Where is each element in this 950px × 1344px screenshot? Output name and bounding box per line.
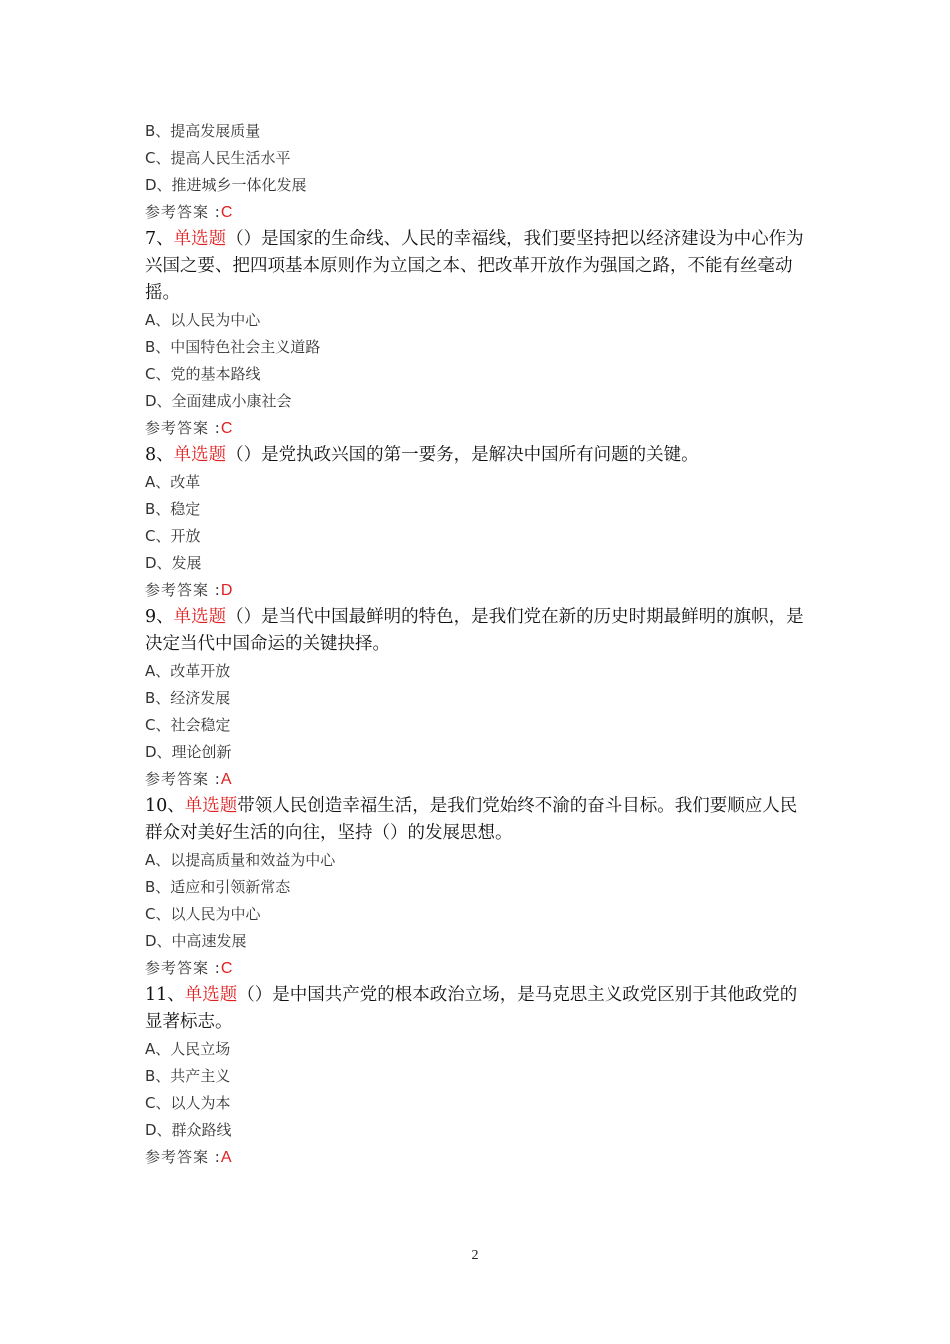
question-type: 单选题 (184, 796, 238, 816)
option-b: B、提高发展质量 (145, 122, 261, 140)
question-number: 10、 (145, 796, 185, 816)
answer-label: 参考答案 : (145, 770, 221, 788)
question-type: 单选题 (184, 985, 238, 1005)
question-8 (145, 442, 810, 604)
answer-line (145, 199, 810, 226)
answer-value: C (220, 204, 233, 221)
answer-label: 参考答案 : (145, 203, 221, 221)
question-stem (145, 793, 810, 847)
option-c: C、提高人民生活水平 (145, 149, 291, 167)
answer-value: A (220, 771, 232, 788)
question-9 (145, 604, 810, 793)
option-b: B、适应和引领新常态 (145, 878, 291, 896)
option-a: A、以提高质量和效益为中心 (145, 851, 336, 869)
option-d: D、中高速发展 (145, 932, 247, 950)
option-b: B、稳定 (145, 500, 201, 518)
option-c: C、党的基本路线 (145, 365, 261, 383)
question-text: （）是当代中国最鲜明的特色，是我们党在新的历史时期最鲜明的旗帜，是决定当代中国命运的关键抉择。 (145, 607, 804, 654)
option-c: C、以人为本 (145, 1094, 231, 1112)
answer-line (145, 1144, 810, 1171)
option-a: A、人民立场 (145, 1040, 231, 1058)
answer-line (145, 955, 810, 982)
question-text: （）是党执政兴国的第一要务，是解决中国所有问题的关键。 (226, 445, 699, 465)
option-a: A、以人民为中心 (145, 311, 261, 329)
answer-label: 参考答案 : (145, 1148, 221, 1166)
answer-value: C (220, 960, 233, 977)
question-stem (145, 604, 810, 658)
question-type: 单选题 (173, 607, 227, 627)
option-d: D、群众路线 (145, 1121, 232, 1139)
question-10 (145, 793, 810, 982)
question-number: 9、 (145, 607, 174, 627)
option-b: B、共产主义 (145, 1067, 231, 1085)
question-stem (145, 442, 810, 469)
option-c: C、以人民为中心 (145, 905, 261, 923)
answer-label: 参考答案 : (145, 419, 221, 437)
answer-label: 参考答案 : (145, 581, 221, 599)
option-a: A、改革开放 (145, 662, 231, 680)
question-text: （）是中国共产党的根本政治立场，是马克思主义政党区别于其他政党的显著标志。 (145, 985, 798, 1032)
option-c: C、开放 (145, 527, 201, 545)
option-c: C、社会稳定 (145, 716, 231, 734)
answer-line (145, 766, 810, 793)
question-number: 11、 (145, 985, 185, 1005)
answer-label: 参考答案 : (145, 959, 221, 977)
question-number: 8、 (145, 445, 174, 465)
answer-line (145, 415, 810, 442)
question-number: 7、 (145, 229, 174, 249)
answer-value: D (220, 582, 233, 599)
question-type: 单选题 (173, 445, 227, 465)
answer-line (145, 577, 810, 604)
option-d: D、理论创新 (145, 743, 232, 761)
question-6-tail (145, 118, 810, 226)
option-d: D、发展 (145, 554, 202, 572)
option-b: B、经济发展 (145, 689, 231, 707)
question-stem (145, 226, 810, 307)
question-text: 带领人民创造幸福生活，是我们党始终不渝的奋斗目标。我们要顺应人民群众对美好生活的向往，坚持（）的发展思想。 (145, 796, 798, 843)
answer-value: A (220, 1149, 232, 1166)
question-list (145, 118, 810, 1171)
option-d: D、推进城乡一体化发展 (145, 176, 307, 194)
option-d: D、全面建成小康社会 (145, 392, 292, 410)
question-7 (145, 226, 810, 442)
question-stem (145, 982, 810, 1036)
question-type: 单选题 (173, 229, 227, 249)
option-a: A、改革 (145, 473, 201, 491)
answer-value: C (220, 420, 233, 437)
question-11 (145, 982, 810, 1171)
page-number: 2 (471, 1248, 479, 1263)
question-text: （）是国家的生命线、人民的幸福线，我们要坚持把以经济建设为中心作为兴国之要、把四项基本原则作为立国之本、把改革开放作为强国之路，不能有丝毫动摇。 (145, 229, 804, 303)
option-b: B、中国特色社会主义道路 (145, 338, 321, 356)
